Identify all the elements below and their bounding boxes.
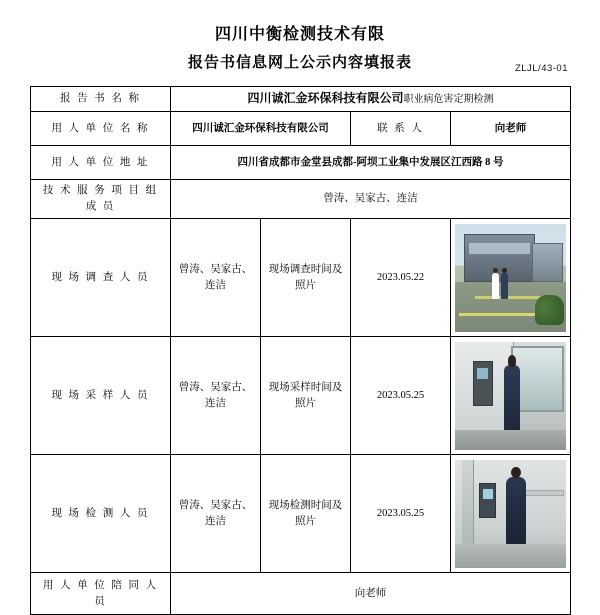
shrub-shape	[535, 295, 564, 325]
value-site-survey-date: 2023.05.22	[351, 219, 451, 337]
label-employer-name: 用 人 单 位 名 称	[31, 112, 171, 146]
table-row-site-survey	[31, 219, 571, 337]
report-name-sub: 职业病危害定期检测	[403, 94, 494, 105]
document-title-line-2: 报告书信息网上公示内容填报表	[187, 55, 412, 71]
table-row-employer-address	[31, 146, 571, 180]
value-site-sampling-date: 2023.05.25	[351, 337, 451, 455]
worker-shape	[504, 365, 521, 436]
report-info-table	[30, 86, 571, 615]
table-row-team-members	[31, 180, 571, 219]
label-site-sampling-time: 现场采样时间及照片	[261, 337, 351, 455]
value-site-detection-staff: 曾涛、吴家古、连洁	[171, 455, 261, 573]
value-employer-name: 四川诚汇金环保科技有限公司	[171, 112, 351, 146]
handrail-shape	[524, 490, 564, 496]
building-shape	[464, 234, 535, 281]
table-row-report-name	[31, 87, 571, 112]
value-contact-person: 向老师	[451, 112, 571, 146]
label-site-detection-time: 现场检测时间及照片	[261, 455, 351, 573]
label-site-sampling-staff: 现 场 采 样 人 员	[31, 337, 171, 455]
site-survey-photo	[455, 224, 566, 332]
value-team-members: 曾涛、吴家古、连洁	[171, 180, 571, 219]
value-site-sampling-staff: 曾涛、吴家古、连洁	[171, 337, 261, 455]
document-header	[30, 24, 570, 76]
site-detection-photo	[455, 460, 566, 568]
document-title-row	[30, 52, 570, 76]
label-site-survey-staff: 现 场 调 查 人 员	[31, 219, 171, 337]
table-row-site-sampling	[31, 337, 571, 455]
person-shape	[501, 273, 508, 299]
document-form-code: ZLJL/43-01	[514, 63, 568, 74]
road-marking-shape	[475, 296, 542, 299]
person-shape	[492, 273, 499, 299]
value-site-survey-staff: 曾涛、吴家古、连洁	[171, 219, 261, 337]
floor-shape	[455, 430, 566, 449]
site-sampling-photo-cell	[451, 337, 571, 455]
value-accompanying-staff: 向老师	[171, 573, 571, 615]
instrument-panel-shape	[479, 483, 495, 517]
value-report-name	[171, 87, 571, 112]
label-report-name: 报 告 书 名 称	[31, 87, 171, 112]
building-secondary-shape	[532, 243, 563, 282]
machine-shape	[473, 361, 493, 406]
table-row-site-detection	[31, 455, 571, 573]
document-title-line-1: 四川中衡检测技术有限	[214, 26, 385, 43]
table-row-employer-name	[31, 112, 571, 146]
report-name-main: 四川诚汇金环保科技有限公司	[247, 91, 404, 105]
label-team-members: 技 术 服 务 项 目 组 成 员	[31, 180, 171, 219]
site-sampling-photo	[455, 342, 566, 450]
site-survey-photo-cell	[451, 219, 571, 337]
label-site-survey-time: 现场调查时间及照片	[261, 219, 351, 337]
site-detection-photo-cell	[451, 455, 571, 573]
label-accompanying-staff: 用 人 单 位 陪 同 人 员	[31, 573, 171, 615]
value-employer-address: 四川省成都市金堂县成都-阿坝工业集中发展区江西路 8 号	[171, 146, 571, 180]
label-site-detection-staff: 现 场 检 测 人 员	[31, 455, 171, 573]
label-employer-address: 用 人 单 位 地 址	[31, 146, 171, 180]
value-site-detection-date: 2023.05.25	[351, 455, 451, 573]
floor-shape	[455, 544, 566, 568]
table-row-accompanying-staff	[31, 573, 571, 615]
label-contact-person: 联 系 人	[351, 112, 451, 146]
